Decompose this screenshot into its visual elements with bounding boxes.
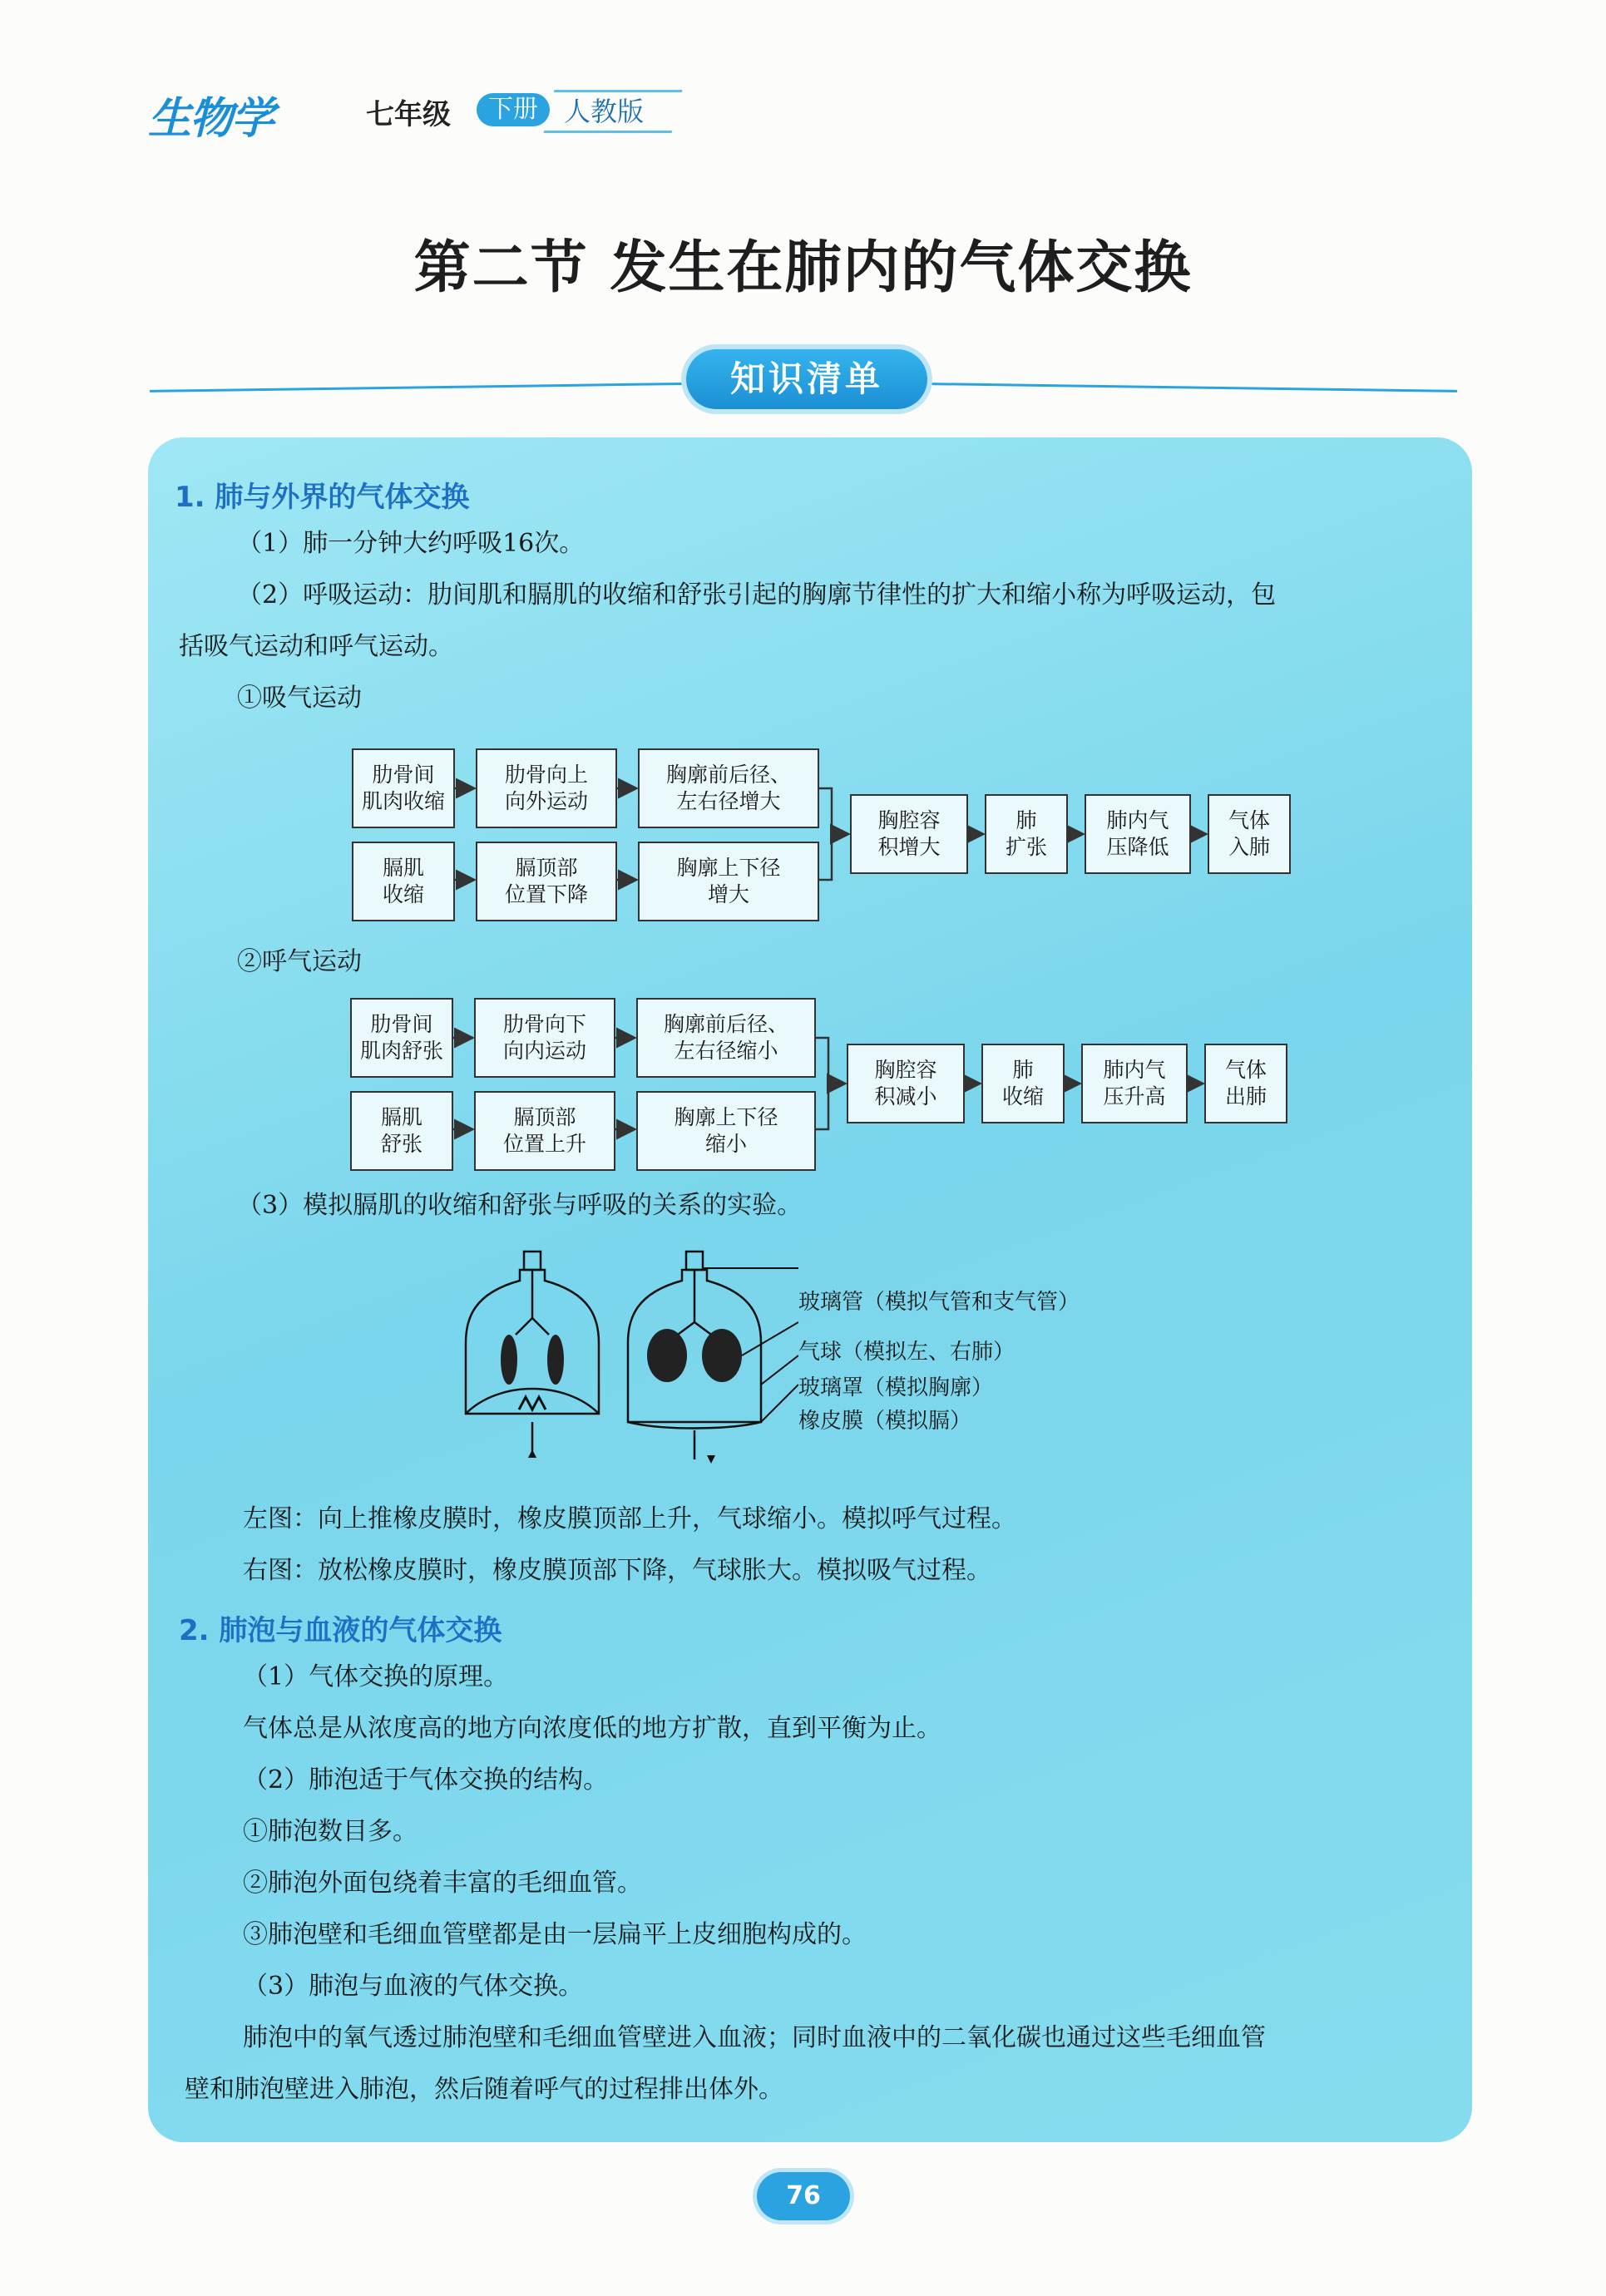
paragraph: （1）肺一分钟大约呼吸16次。	[237, 529, 585, 558]
paragraph: ③肺泡壁和毛细血管壁都是由一层扁平上皮细胞构成的。	[243, 1920, 867, 1949]
caption-right: 右图：放松橡皮膜时，橡皮膜顶部下降，气球胀大。模拟吸气过程。	[243, 1556, 991, 1585]
flow-box: 膈顶部 位置下降	[476, 842, 617, 921]
flow-box: 胸腔容 积增大	[850, 794, 968, 874]
caption-left: 左图：向上推橡皮膜时，橡皮膜顶部上升，气球缩小。模拟呼气过程。	[243, 1504, 1016, 1533]
page-number: 76	[757, 2172, 850, 2220]
paragraph: 括吸气运动和呼气运动。	[179, 632, 453, 661]
figure-label: 玻璃罩（模拟胸廓）	[798, 1375, 994, 1400]
flow-box: 肋骨向上 向外运动	[476, 748, 617, 828]
flow-box: 膈肌 舒张	[350, 1091, 453, 1171]
term-badge: 下册	[477, 93, 550, 126]
paragraph: 壁和肺泡壁进入肺泡，然后随着呼气的过程排出体外。	[185, 2075, 783, 2104]
paragraph: （1）气体交换的原理。	[243, 1662, 509, 1691]
flow-box: 肋骨间 肌肉舒张	[350, 998, 453, 1078]
bell-jar-figure	[449, 1243, 798, 1476]
flow-box: 肺内气 压升高	[1081, 1044, 1188, 1123]
paragraph: （3）肺泡与血液的气体交换。	[243, 1972, 584, 2001]
figure-label: 玻璃管（模拟气管和支气管）	[798, 1290, 1080, 1315]
section-banner: 知识清单	[686, 349, 927, 409]
page-title: 第二节 发生在肺内的气体交换	[413, 235, 1193, 301]
paragraph: 肺泡中的氧气透过肺泡壁和毛细血管壁进入血液；同时血液中的二氧化碳也通过这些毛细血管	[243, 2023, 1266, 2052]
paragraph: ②肺泡外面包绕着丰富的毛细血管。	[243, 1869, 642, 1898]
section-heading-1: 1. 肺与外界的气体交换	[175, 481, 470, 514]
section-heading-2: 2. 肺泡与血液的气体交换	[179, 1614, 502, 1647]
flow-box: 肋骨间 肌肉收缩	[352, 748, 455, 828]
flow-box: 气体 入肺	[1208, 794, 1291, 874]
exhale-label: ②呼气运动	[237, 947, 362, 976]
flow-box: 胸廓上下径 缩小	[636, 1091, 816, 1171]
flow-box: 膈肌 收缩	[352, 842, 455, 921]
flow-box: 肺 收缩	[981, 1044, 1065, 1123]
paragraph: （2）呼吸运动：肋间肌和膈肌的收缩和舒张引起的胸廓节律性的扩大和缩小称为呼吸运动，包	[237, 580, 1277, 610]
flow-box: 胸廓前后径、 左右径增大	[638, 748, 819, 828]
paragraph: （2）肺泡适于气体交换的结构。	[243, 1765, 609, 1795]
inhale-label: ①吸气运动	[237, 684, 362, 713]
paragraph: 气体总是从浓度高的地方向浓度低的地方扩散，直到平衡为止。	[243, 1714, 941, 1743]
flow-box: 胸廓前后径、 左右径缩小	[636, 998, 816, 1078]
figure-label: 气球（模拟左、右肺）	[798, 1340, 1015, 1365]
grade-label: 七年级	[366, 98, 451, 131]
brand-logo: 生物学	[148, 94, 274, 144]
flow-box: 膈顶部 位置上升	[474, 1091, 615, 1171]
figure-label: 橡皮膜（模拟膈）	[798, 1409, 972, 1434]
paragraph: ①肺泡数目多。	[243, 1817, 418, 1846]
edition-text: 人教版	[564, 96, 645, 127]
flow-box: 肋骨向下 向内运动	[474, 998, 615, 1078]
paragraph: （3）模拟膈肌的收缩和舒张与呼吸的关系的实验。	[237, 1191, 803, 1220]
flow-box: 气体 出肺	[1204, 1044, 1287, 1123]
flow-box: 肺 扩张	[985, 794, 1068, 874]
flow-box: 胸腔容 积减小	[847, 1044, 965, 1123]
flow-box: 肺内气 压降低	[1085, 794, 1191, 874]
flow-box: 胸廓上下径 增大	[638, 842, 819, 921]
